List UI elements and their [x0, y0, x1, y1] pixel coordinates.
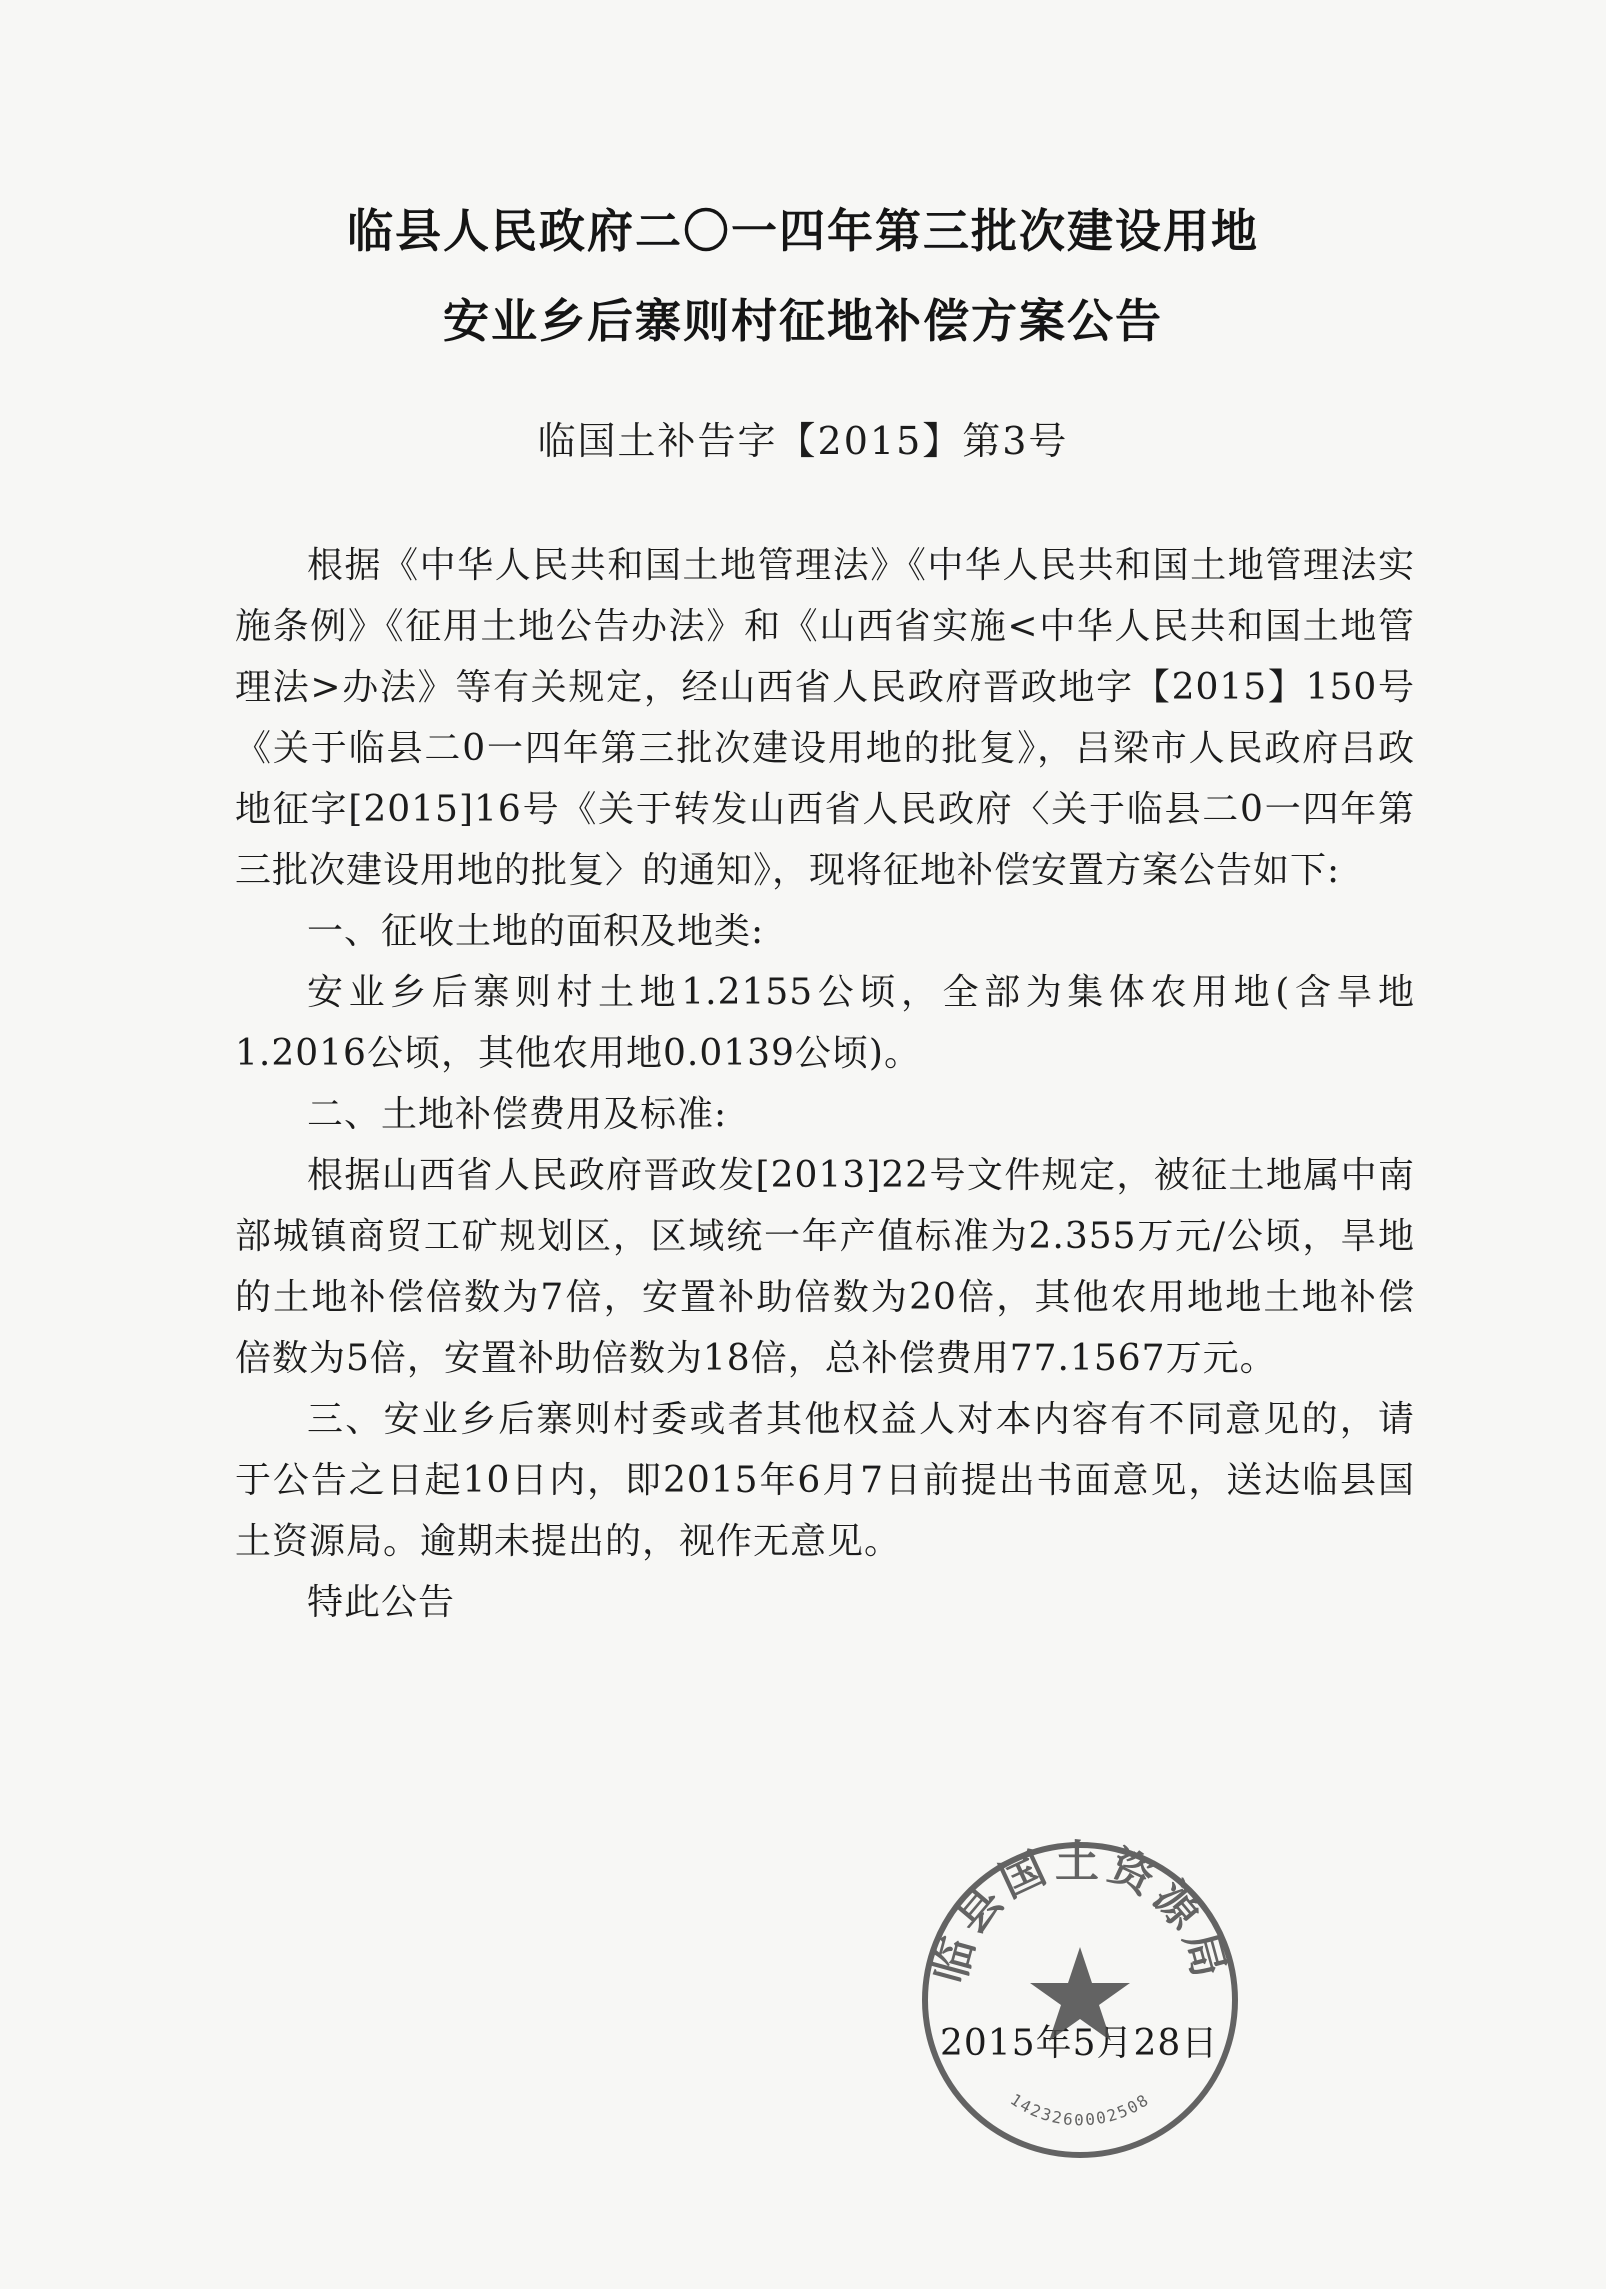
closing-line: 特此公告 [307, 1582, 456, 1623]
section2-heading: 二、土地补偿费用及标准: [307, 1094, 728, 1135]
document-number: 临国土补告字【2015】第3号 [537, 419, 1069, 463]
official-seal [915, 1835, 1245, 2165]
star-icon [1030, 1947, 1130, 2041]
svg-text:1423260002508 [1007, 2090, 1153, 2130]
signature-date: 2015年5月28日 [940, 2023, 1219, 2064]
seal-text: 临县国土资源局 [923, 1836, 1237, 1989]
seal-serial: 1423260002508 [1006, 2089, 1154, 2130]
section1-paragraph: 安业乡后寨则村土地1.2155公顷，全部为集体农用地(含旱地1.2016公顷，其他农用地0.0139公顷)。 [235, 972, 1415, 1074]
section1-heading: 一、征收土地的面积及地类: [307, 911, 765, 952]
section2-paragraph: 根据山西省人民政府晋政发[2013]22号文件规定，被征土地属中南部城镇商贸工矿规划区，区域统一年产值标准为2.355万元/公顷，旱地的土地补偿倍数为7倍，安置补助倍数为20倍，其他农用地地土地补偿倍数为5倍，安置补助倍数为18倍，总补偿费用77.1567万元。 [235, 1155, 1415, 1379]
intro-paragraph: 根据《中华人民共和国土地管理法》《中华人民共和国土地管理法实施条例》《征用土地公告办法》和《山西省实施<中华人民共和国土地管理法>办法》等有关规定，经山西省人民政府晋政地字【2015】150号《关于临县二0一四年第三批次建设用地的批复》，吕梁市人民政府吕政地征字[2015]16号《关于转发山西省人民政府〈关于临县二0一四年第三批次建设用地的批复〉的通知》，现将征地补偿安置方案公告如下: [235, 545, 1415, 891]
document-title-line1: 临县人民政府二〇一四年第三批次建设用地 [347, 204, 1259, 258]
document-body [235, 535, 1415, 1633]
section3-paragraph: 三、安业乡后寨则村委或者其他权益人对本内容有不同意见的，请于公告之日起10日内，即2015年6月7日前提出书面意见，送达临县国土资源局。逾期未提出的，视作无意见。 [235, 1399, 1415, 1562]
document-title-line2: 安业乡后寨则村征地补偿方案公告 [443, 294, 1163, 348]
